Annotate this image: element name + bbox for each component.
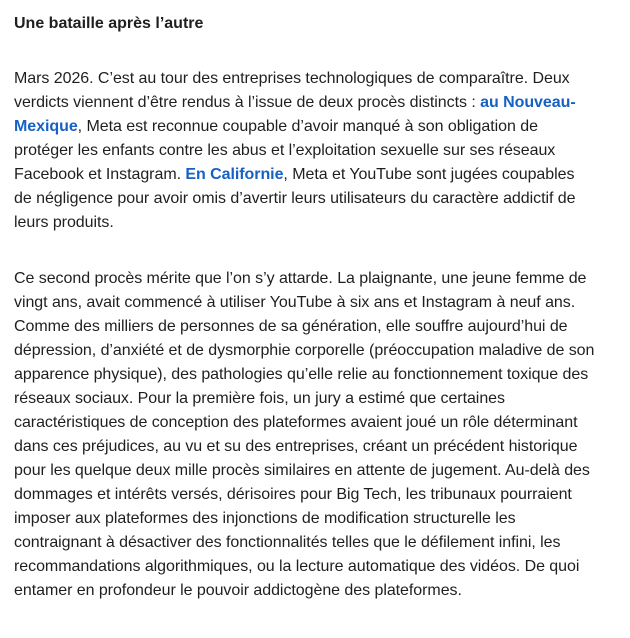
paragraph-second-trial: Ce second procès mérite que l’on s’y attarde. La plaignante, une jeune femme de vingt ans, avait commencé à utiliser YouTube à six ans et Instagram à neuf ans. Comme des milliers de personnes de sa génération, elle souffre aujourd’hui de dépression, d’anxiété et de dysmorphie corporelle (préoccupation maladive de son apparence physique), des pathologies qu’elle relie au fonctionnement toxique des réseaux sociaux. Pour la première fois, un jury a estimé que certaines caractéristiques de conception des plateformes avaient joué un rôle déterminant dans ces préjudices, au vu et su des entreprises, créant un précédent historique pour les quelque deux mille procès similaires en attente de jugement. Au-delà des dommages et intérêts versés, dérisoires pour Big Tech, les tribunaux pourraient imposer aux plateformes des injonctions de modification structurelle les contraignant à désactiver des fonctionnalités telles que le défilement infini, les recommandations algorithmiques, ou la lecture automatique des vidéos. De quoi entamer en profondeur le pouvoir addictogène des plateformes. — [14, 270, 595, 599]
paragraph-verdicts-text-1: Mars 2026. C’est au tour des entreprises technologiques de comparaître. Deux verdicts viennent d’être rendus à l’issue de deux procès distincts : — [14, 70, 570, 111]
link-californie[interactable]: En Californie — [185, 166, 284, 183]
paragraph-verdicts-text-2: , Meta est reconnue coupable d’avoir manqué à son obligation de protéger les enfants contre les abus et l’exploitation sexuelle sur ses réseaux Facebook et Instagram. — [14, 118, 556, 183]
article-title: Une bataille après l’autre — [14, 15, 204, 32]
paragraph-verdicts-text-3: , Meta et YouTube sont jugées coupables de négligence pour avoir omis d’avertir leurs utilisateurs du caractère addictif de leurs produits. — [14, 166, 576, 231]
paragraph-verdicts — [14, 67, 596, 235]
link-nouveau-mexique[interactable]: au Nouveau-Mexique — [14, 94, 576, 135]
